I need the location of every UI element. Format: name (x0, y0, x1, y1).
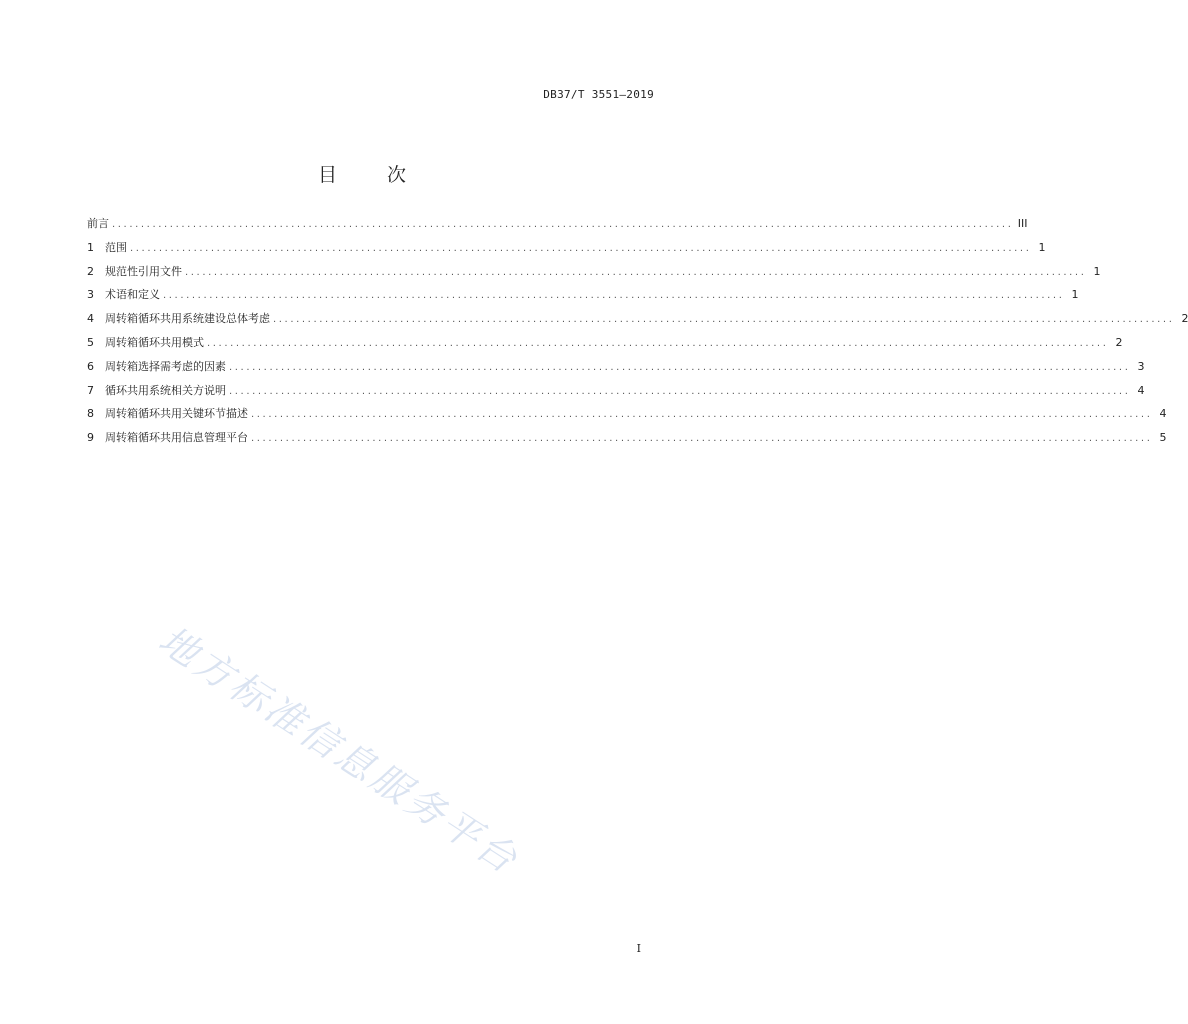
toc-label: 周转箱循环共用关键环节描述 (105, 407, 248, 421)
toc-number: 5 (87, 335, 94, 349)
toc-page-number: 5 (1159, 431, 1167, 445)
toc-number: 7 (87, 383, 94, 397)
toc-leader-dots: ............................................................................................................................................................ (251, 409, 1153, 421)
toc-entry-4[interactable] (87, 310, 1188, 334)
toc-page-number: 1 (1038, 240, 1046, 254)
toc-number: 4 (87, 312, 94, 326)
toc-number: 3 (87, 288, 94, 302)
toc-entry-8[interactable] (87, 405, 1167, 429)
toc-label: 循环共用系统相关方说明 (105, 383, 226, 397)
watermark: 地方标准信息服务平台 (151, 617, 528, 884)
footer-page-number: I (636, 942, 641, 955)
toc-leader-dots: ............................................................................................................................................................ (207, 337, 1109, 349)
toc-page-number: 2 (1115, 335, 1123, 349)
toc-label: 规范性引用文件 (105, 264, 182, 278)
table-of-contents (87, 215, 1188, 453)
toc-page-number: 1 (1093, 264, 1101, 278)
toc-leader-dots: ............................................................................................................................................................ (273, 314, 1175, 326)
toc-number: 8 (87, 407, 94, 421)
toc-page-number: 2 (1181, 312, 1188, 326)
toc-label: 周转箱循环共用信息管理平台 (105, 431, 248, 445)
toc-label: 周转箱循环共用模式 (105, 335, 204, 349)
toc-leader-dots: ............................................................................................................................................................ (130, 242, 1032, 254)
toc-entry-3[interactable] (87, 286, 1079, 310)
toc-entry-9[interactable] (87, 429, 1167, 453)
toc-number: 1 (87, 240, 94, 254)
toc-label: 术语和定义 (105, 288, 160, 302)
toc-label: 范围 (105, 240, 127, 254)
toc-entry-foreword[interactable] (87, 215, 1028, 239)
document-code: DB37/T 3551—2019 (543, 88, 654, 101)
toc-leader-dots: ............................................................................................................................................................ (185, 266, 1087, 278)
toc-page-number: 3 (1137, 359, 1145, 373)
toc-entry-7[interactable] (87, 382, 1145, 406)
toc-leader-dots: ............................................................................................................................................................ (163, 290, 1065, 302)
toc-leader-dots: ............................................................................................................................................................ (229, 385, 1131, 397)
toc-label: 周转箱选择需考虑的因素 (105, 359, 226, 373)
toc-entry-1[interactable] (87, 239, 1046, 263)
toc-page-number: 1 (1071, 288, 1079, 302)
toc-entry-6[interactable] (87, 358, 1145, 382)
toc-number: 6 (87, 359, 94, 373)
toc-entry-5[interactable] (87, 334, 1123, 358)
toc-page-number: 4 (1137, 383, 1145, 397)
toc-label: 前言 (87, 217, 109, 230)
toc-label: 周转箱循环共用系统建设总体考虑 (105, 312, 270, 326)
toc-number: 9 (87, 431, 94, 445)
toc-number: 2 (87, 264, 94, 278)
toc-page-number: 4 (1159, 407, 1167, 421)
toc-page-number: III (1017, 217, 1028, 230)
toc-entry-2[interactable] (87, 263, 1101, 287)
toc-leader-dots: ............................................................................................................................................................ (229, 361, 1131, 373)
toc-leader-dots: ............................................................................................................................................................ (251, 433, 1153, 445)
toc-leader-dots: ............................................................................................................................................................ (112, 219, 1014, 230)
page-title: 目 次 (317, 164, 429, 186)
